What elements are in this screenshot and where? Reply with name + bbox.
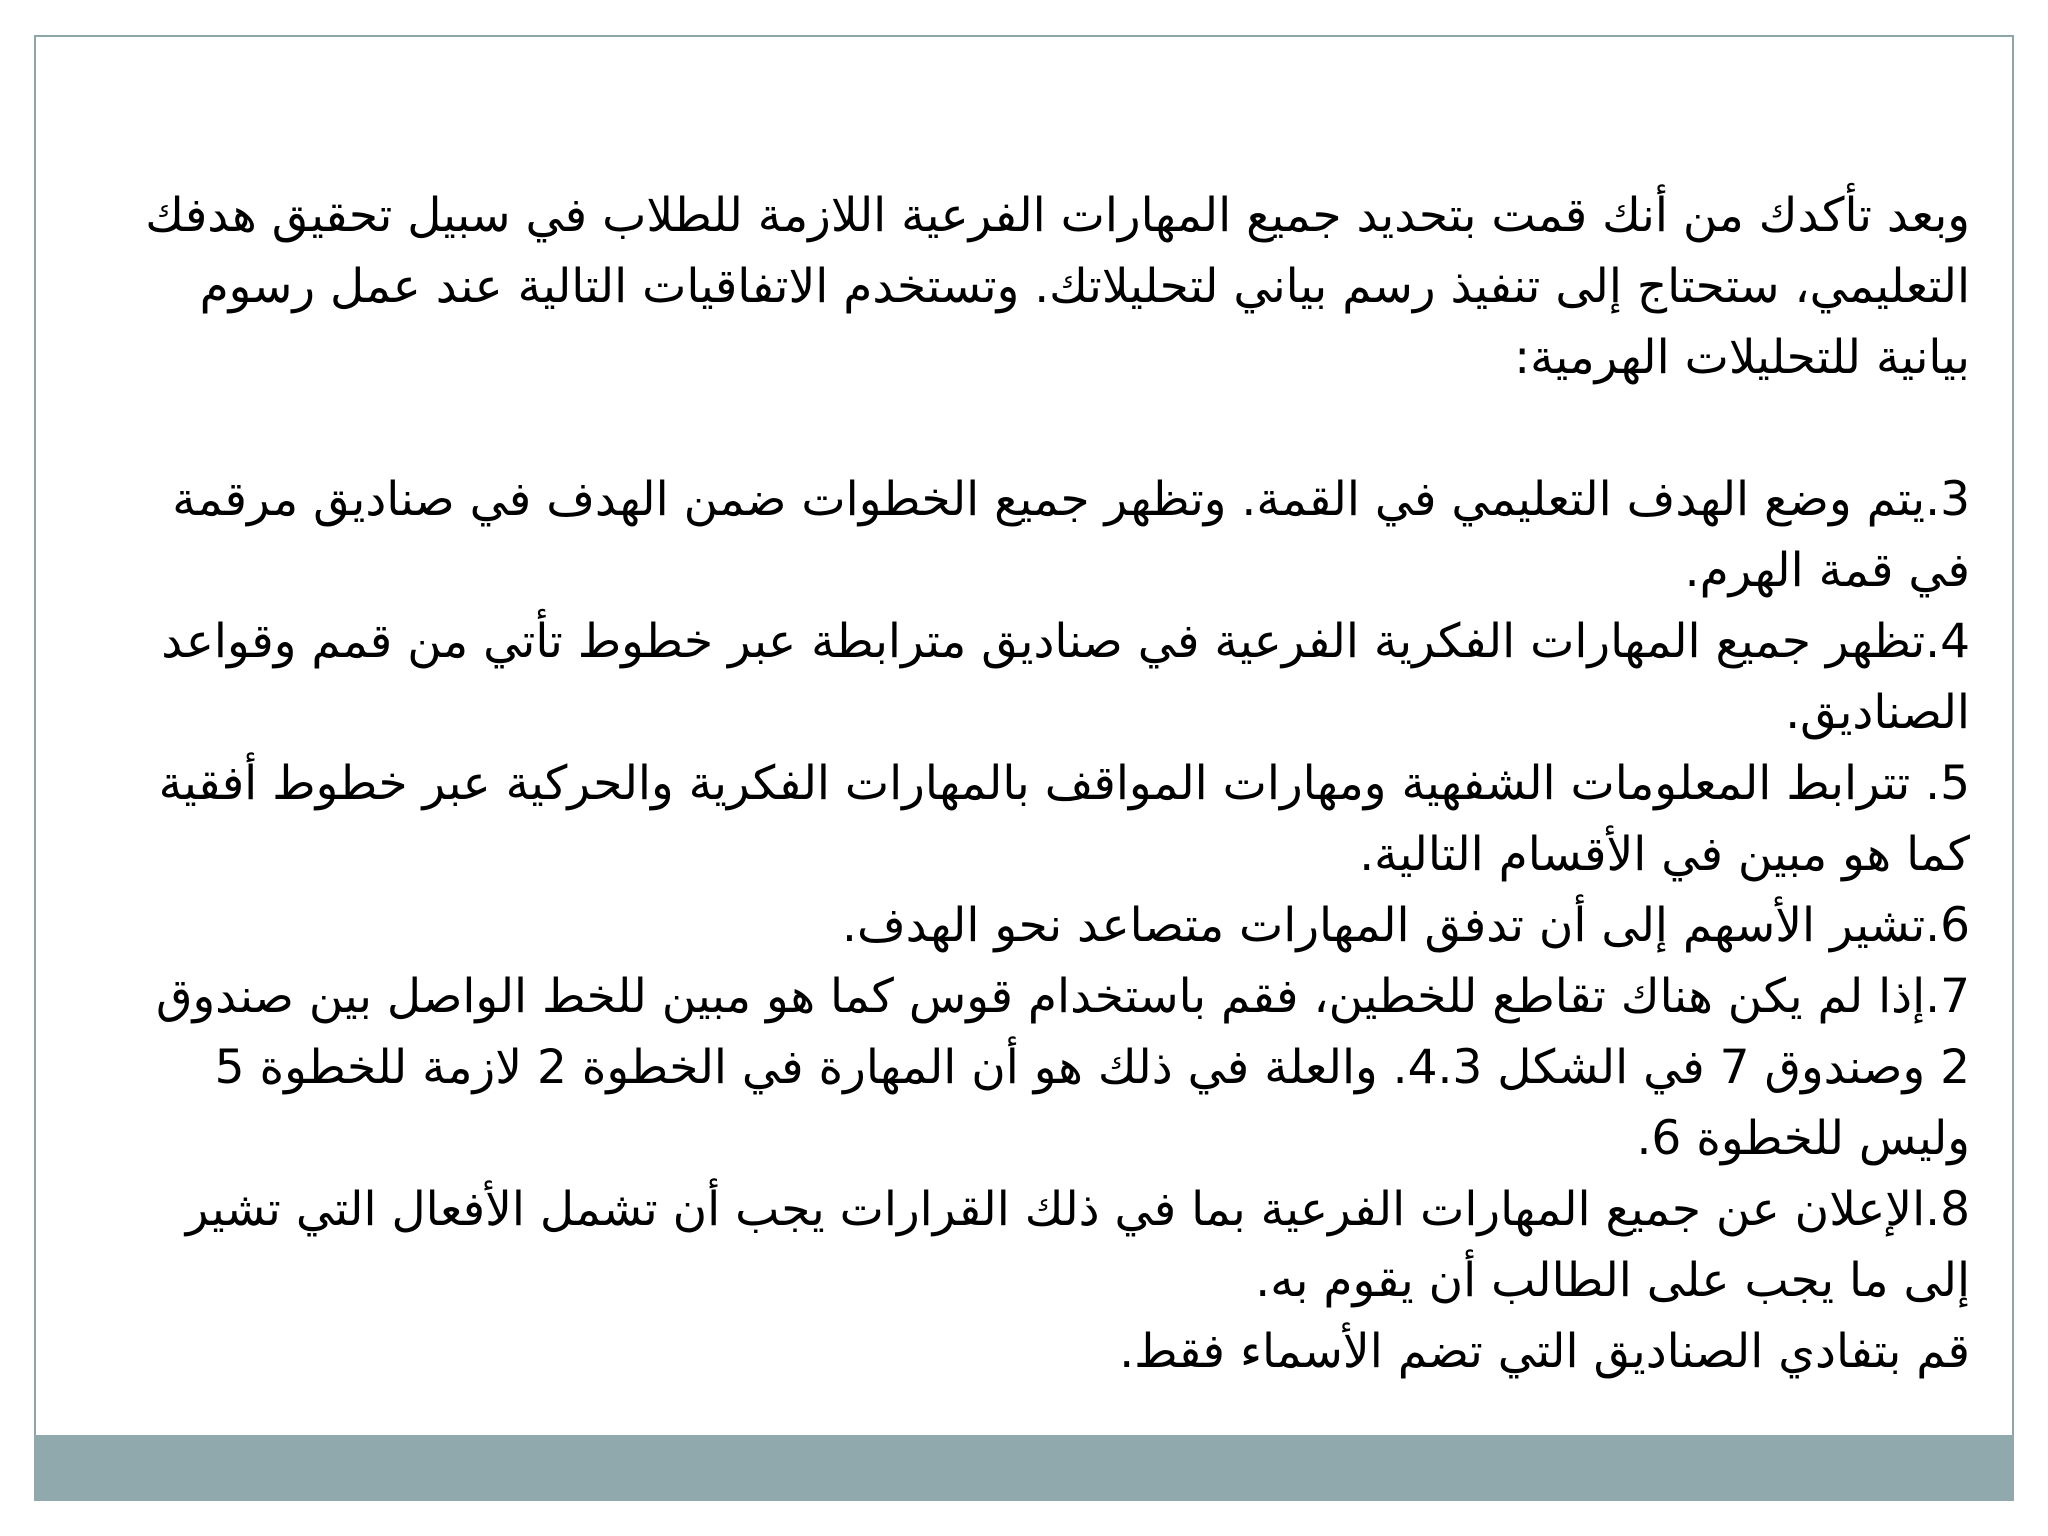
list-item-8: 8.الإعلان عن جميع المهارات الفرعية بما في ذلك القرارات يجب أن تشمل الأفعال التي تشير إلى ما يجب على الطالب أن يقوم به. (185, 1182, 1970, 1308)
footer-bar (34, 1435, 2014, 1501)
list-item-6: 6.تشير الأسهم إلى أن تدفق المهارات متصاعد نحو الهدف. (842, 898, 1970, 953)
slide-body (120, 180, 1970, 1387)
list-item-7: 7.إذا لم يكن هناك تقاطع للخطين، فقم باستخدام قوس كما هو مبين للخط الواصل بين صندوق 2 وصندوق 7 في الشكل 4.3. والعلة في ذلك هو أن المهارة في الخطوة 2 لازمة للخطوة 5 وليس للخطوة 6. (156, 969, 1970, 1166)
closing-line: قم بتفادي الصناديق التي تضم الأسماء فقط. (1119, 1324, 1970, 1379)
list-item-4: 4.تظهر جميع المهارات الفكرية الفرعية في صناديق مترابطة عبر خطوط تأتي من قمم وقواعد الصناديق. (161, 614, 1970, 740)
list-item-3: 3.يتم وضع الهدف التعليمي في القمة. وتظهر جميع الخطوات ضمن الهدف في صناديق مرقمة في قمة الهرم. (172, 472, 1970, 598)
list-item-5: 5. تترابط المعلومات الشفهية ومهارات المواقف بالمهارات الفكرية والحركية عبر خطوط أفقية كما هو مبين في الأقسام التالية. (158, 756, 1970, 882)
intro-paragraph: وبعد تأكدك من أنك قمت بتحديد جميع المهارات الفرعية اللازمة للطلاب في سبيل تحقيق هدفك التعليمي، ستحتاج إلى تنفيذ رسم بياني لتحليلاتك. وتستخدم الاتفاقيات التالية عند عمل رسوم بيانية للتحليلات الهرمية: (145, 188, 1970, 385)
